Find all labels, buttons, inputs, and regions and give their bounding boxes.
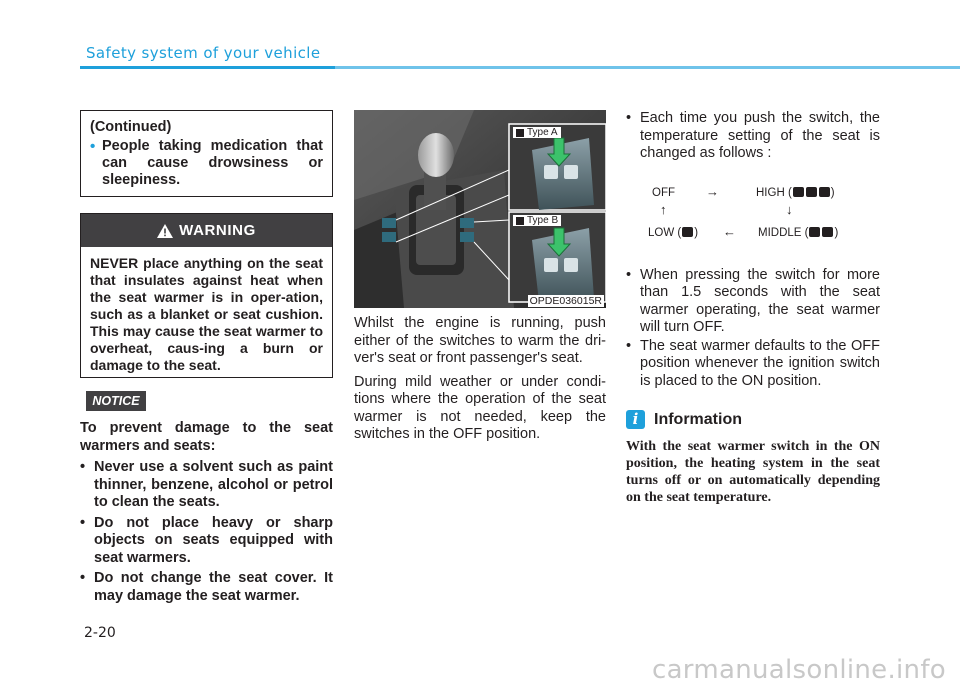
arrow-up-icon: ↑ [660,201,667,217]
continued-bullet [90,138,323,189]
seat-heat-icon [793,187,804,197]
arrow-left-icon: ← [723,223,736,239]
seq-middle-close: ) [834,226,839,239]
warning-header [81,214,332,247]
bullet-dot: • [626,337,632,354]
right-bullet-1-text: Each time you push the switch, the temperature setting of the seat is changed as follows : [640,110,880,161]
bullet-dot: • [80,570,86,586]
seq-high [756,185,835,203]
type-a-text: Type A [527,127,558,138]
seq-middle-text: MIDDLE ( [758,226,809,239]
header-rule [80,66,960,69]
right-bullet-2-text: When pressing the switch for more than 1.5 seconds with the seat warmer operating, the seat warmer will turn OFF. [640,266,880,335]
seq-middle [758,225,838,243]
warning-text: NEVER place anything on the seat that insulates against heat when the seat warmer is in oper-ation, such as a blanket or seat cushion. This may cause the seat warmer to overheat, caus-ing a burn or damage to the seat. [90,255,323,373]
right-bullet-3 [626,338,880,391]
right-bullet-3-text: The seat warmer defaults to the OFF position whenever the ignition switch is placed to the ON position. [640,337,880,389]
list-item [80,515,333,568]
page-number: 2-20 [84,625,116,641]
middle-paragraph-1: Whilst the engine is running, push either of the switches to warm the dri-ver's seat or front passenger's seat. [354,315,606,366]
seat-warmer-photo [354,110,606,308]
seat-heat-icon [806,187,817,197]
watermark: carmanualsonline.info [651,655,946,685]
seat-heat-icon [822,227,833,237]
notice-item-text: Never use a solvent such as paint thinner, benzene, alcohol or petrol to clean the seats. [94,459,333,510]
seq-low [648,225,698,243]
console-illustration [354,110,606,308]
list-item [80,570,333,605]
square-icon [516,129,524,137]
arrow-down-icon: ↓ [786,201,793,217]
notice-content [80,420,333,605]
continued-bullet-text: People taking medication that can cause drowsiness or sleepiness. [102,138,323,188]
warning-label: WARNING [179,222,256,239]
right-bullet-2 [626,267,880,337]
list-item [80,459,333,512]
continued-box [80,110,333,197]
bullet-dot: • [626,110,632,126]
seat-heat-icon [819,187,830,197]
bullet-dot: • [90,138,96,155]
warning-triangle-icon [157,224,173,238]
setting-sequence [626,175,880,253]
information-title: Information [654,410,742,428]
notice-item-text: Do not place heavy or sharp objects on seats equipped with seat warmers. [94,514,333,566]
seq-low-close: ) [694,226,699,239]
notice-intro: To prevent damage to the seat warmers and seats: [80,420,333,454]
right-column [626,110,880,506]
warning-box [80,213,333,378]
middle-paragraph-2: During mild weather or under condi-tions where the operation of the seat warmer is not needed, keep the switches in the OFF position. [354,373,606,442]
seat-heat-icon [682,227,693,237]
seat-heat-icon [809,227,820,237]
section-title: Safety system of your vehicle [86,44,321,62]
information-text: With the seat warmer switch in the ON position, the heating system in the seat turns off or on automatically depending on the seat temperature. [626,439,880,505]
photo-code: OPDE036015R [529,295,602,307]
seq-high-close: ) [830,186,835,199]
type-a-label [513,127,561,138]
notice-tag: NOTICE [86,391,146,411]
middle-text [354,315,606,450]
info-icon: i [626,410,645,429]
information-heading [626,410,880,429]
right-bullet-1 [626,110,880,163]
notice-list [80,459,333,605]
bullet-dot: • [80,514,86,531]
seq-low-text: LOW ( [648,226,682,239]
notice-item-text: Do not change the seat cover. It may damage the seat warmer. [94,570,333,604]
seq-off: OFF [652,186,675,199]
continued-heading: (Continued) [90,119,172,135]
bullet-dot: • [626,266,632,283]
bullet-dot: • [80,459,86,475]
type-b-text: Type B [527,215,559,226]
seq-high-text: HIGH ( [756,186,792,199]
type-b-label [513,215,561,226]
square-icon [516,217,524,225]
arrow-right-icon: → [706,183,719,199]
